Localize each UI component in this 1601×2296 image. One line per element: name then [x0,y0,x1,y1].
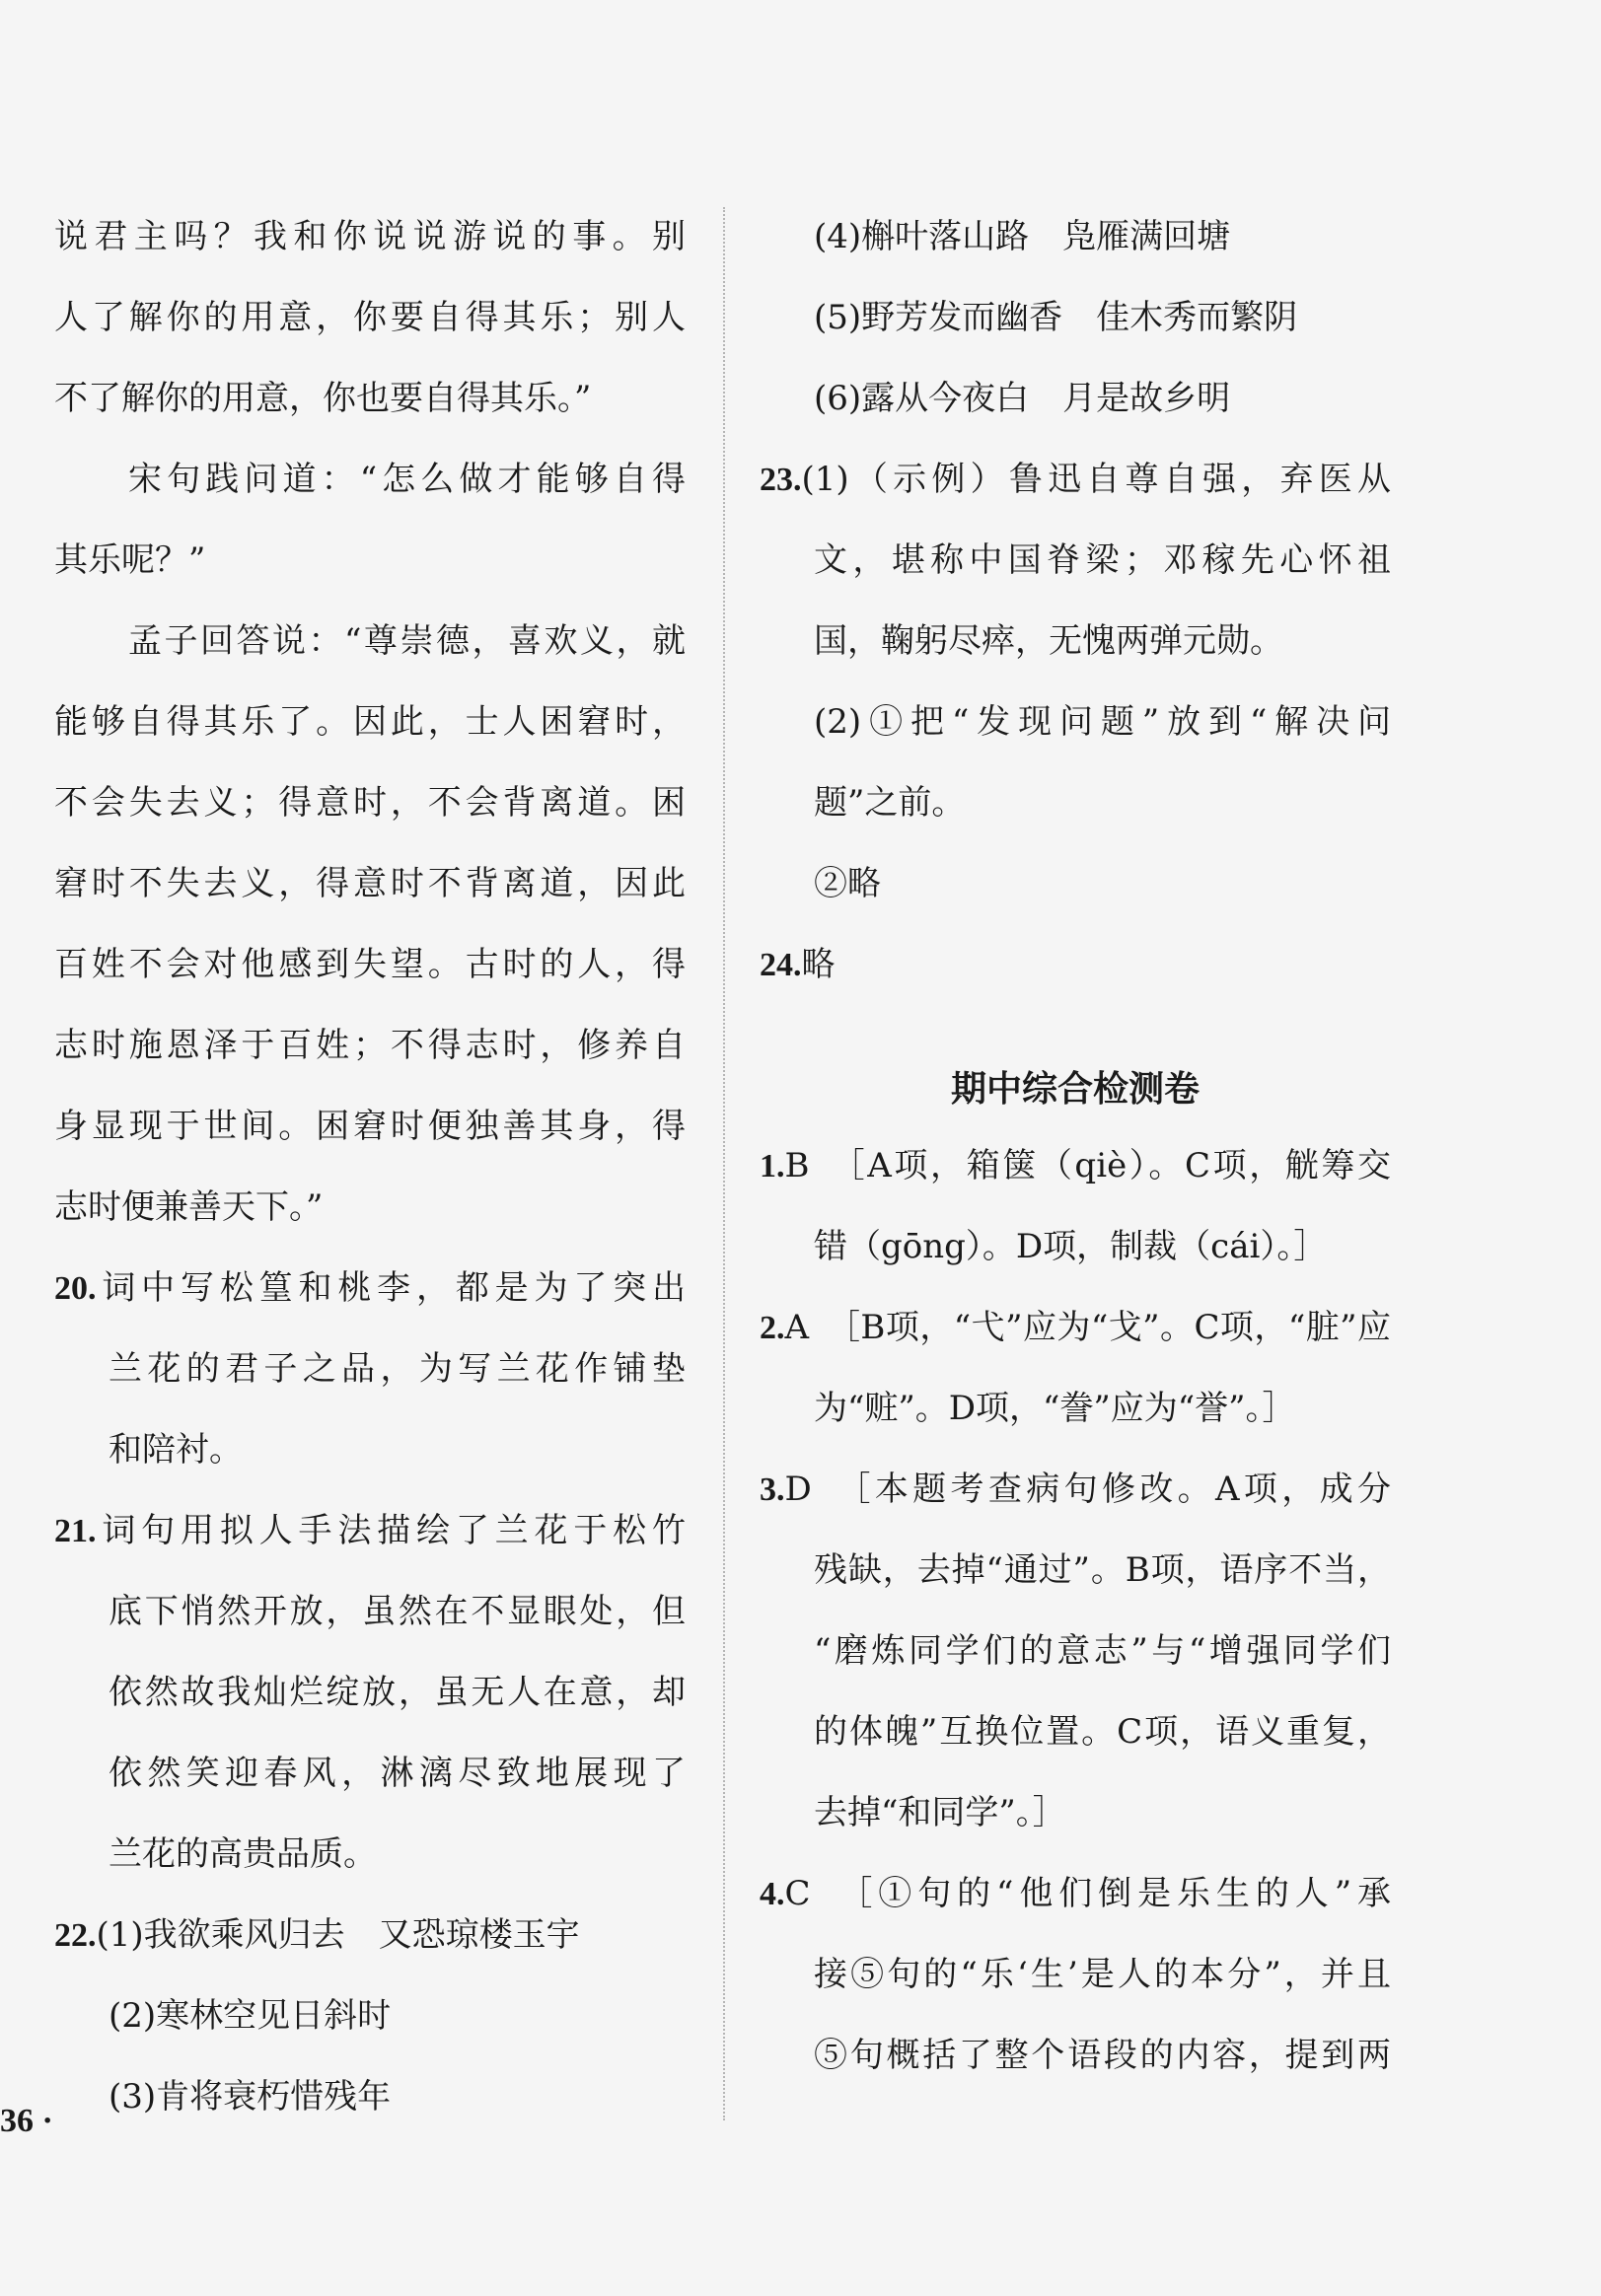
text-line [54,773,686,854]
line-text: 志时施恩泽于百姓；不得志时，修养自 [54,1026,686,1065]
text-line [760,288,1391,369]
text-line [54,207,686,288]
line-text: 说君主吗？我和你说说游说的事。别 [54,217,686,256]
text-line [760,369,1391,450]
text-line [54,2067,686,2148]
text-line [54,369,686,450]
line-text: 兰花的高贵品质。 [109,1834,377,1874]
line-text: 词句用拟人手法描绘了兰花于松竹 [96,1511,686,1550]
text-line [760,1621,1391,1702]
line-text: 兰花的君子之品，为写兰花作铺垫 [109,1349,686,1389]
right-column [760,207,1391,2107]
text-line [54,1420,686,1501]
text-line [760,2026,1391,2107]
page-number: 36 · [0,2103,53,2139]
question-number: 3. [760,1471,785,1508]
text-line [54,1986,686,2067]
line-text: B ［A项，箱箧（qiè）。C项，觥筹交 [784,1146,1391,1185]
text-line [760,531,1391,611]
text-line [760,1136,1391,1217]
question-number: 2. [760,1310,785,1346]
question-number: 1. [760,1148,785,1184]
text-line [54,531,686,611]
text-line [54,450,686,531]
text-line [760,854,1391,935]
line-text: 不会失去义；得意时，不会背离道。困 [54,783,686,823]
line-text: 为“赃”。D项，“誊”应为“誉”。］ [814,1389,1296,1428]
line-text: 题”之前。 [814,783,966,823]
text-line [54,288,686,369]
text-line [760,935,1391,1016]
line-text: (2)寒林空见日斜时 [109,1996,392,2036]
text-line [54,935,686,1016]
line-text: 不了解你的用意，你也要自得其乐。” [54,379,592,418]
line-text: 底下悄然开放，虽然在不显眼处，但 [109,1592,686,1631]
text-line [54,611,686,692]
text-line [54,1097,686,1178]
line-text: (1)（示例）鲁迅自尊自强，弃医从 [801,460,1391,499]
text-line [54,1501,686,1582]
text-line [760,1864,1391,1945]
text-line [760,1702,1391,1783]
line-text: 词中写松篁和桃李，都是为了突出 [96,1268,686,1308]
line-text: 略 [801,945,836,984]
line-text: 身显现于世间。困窘时便独善其身，得 [54,1107,686,1146]
text-line [54,1905,686,1986]
right-column-top [760,207,1391,1016]
line-text: D ［本题考查病句修改。A项，成分 [784,1470,1391,1509]
line-text: (6)露从今夜白 月是故乡明 [814,379,1231,418]
line-text: (4)槲叶落山路 凫雁满回塘 [814,217,1231,256]
line-text: 能够自得其乐了。因此，士人困窘时， [54,702,686,742]
section-title: 期中综合检测卷 [950,1069,1200,1110]
line-text: C ［①句的“他们倒是乐生的人”承 [784,1874,1391,1913]
line-text: 志时便兼善天下。” [54,1187,324,1227]
text-line [760,1783,1391,1864]
question-number: 21. [54,1513,97,1549]
text-line [54,1744,686,1825]
text-line [54,1258,686,1339]
line-text: 窘时不失去义，得意时不背离道，因此 [54,864,686,903]
line-text: 文，堪称中国脊梁；邓稼先心怀祖 [814,540,1391,580]
line-text: (1)我欲乘风归去 又恐琼楼玉宇 [96,1915,580,1955]
question-number: 23. [760,462,802,498]
text-line [760,1298,1391,1379]
line-text: (5)野芳发而幽香 佳木秀而繁阴 [814,298,1298,337]
text-line [54,692,686,773]
line-text: (3)肯将衰朽惜残年 [109,2077,392,2117]
left-column [54,207,686,2148]
line-text: ②略 [814,864,881,903]
text-line [54,1582,686,1663]
text-line [760,773,1391,854]
text-line [760,1541,1391,1621]
line-text: 百姓不会对他感到失望。古时的人，得 [54,945,686,984]
line-text: 去掉“和同学”。］ [814,1793,1066,1832]
text-line [54,854,686,935]
column-divider [723,207,725,2120]
text-line [760,207,1391,288]
text-line [760,1460,1391,1541]
line-text: (2)①把“发现问题”放到“解决问 [814,702,1391,742]
text-line [760,692,1391,773]
line-text: “磨炼同学们的意志”与“增强同学们 [814,1631,1391,1671]
question-number: 24. [760,947,802,983]
line-text: 的体魄”互换位置。C项，语义重复， [814,1712,1391,1752]
line-text: ⑤句概括了整个语段的内容，提到两 [814,2036,1391,2075]
text-line [54,1178,686,1258]
line-text: 国，鞠躬尽瘁，无愧两弹元勋。 [814,621,1283,661]
line-text: 其乐呢？” [54,540,206,580]
text-line [760,450,1391,531]
question-number: 4. [760,1876,785,1912]
text-line [54,1825,686,1905]
line-text: 人了解你的用意，你要自得其乐；别人 [54,298,686,337]
text-line [54,1663,686,1744]
line-text: 宋句践问道：“怎么做才能够自得 [128,460,686,499]
line-text: 依然笑迎春风，淋漓尽致地展现了 [109,1754,686,1793]
line-text: 孟子回答说：“尊崇德，喜欢义，就 [128,621,686,661]
right-column-bottom [760,1136,1391,2107]
text-line [760,1379,1391,1460]
line-text: 依然故我灿烂绽放，虽无人在意，却 [109,1673,686,1712]
text-line [54,1339,686,1420]
line-text: 错（gōng）。D项，制裁（cái）。］ [814,1227,1328,1266]
line-text: 接⑤句的“乐‘生’是人的本分”，并且 [814,1955,1391,1994]
line-text: 残缺，去掉“通过”。B项，语序不当， [814,1550,1391,1590]
text-line [760,611,1391,692]
question-number: 22. [54,1917,97,1954]
text-line [760,1945,1391,2026]
line-text: A ［B项，“弋”应为“戈”。C项，“脏”应 [784,1308,1392,1347]
line-text: 和陪衬。 [109,1430,243,1470]
text-line [760,1217,1391,1298]
question-number: 20. [54,1270,97,1307]
text-line [54,1016,686,1097]
